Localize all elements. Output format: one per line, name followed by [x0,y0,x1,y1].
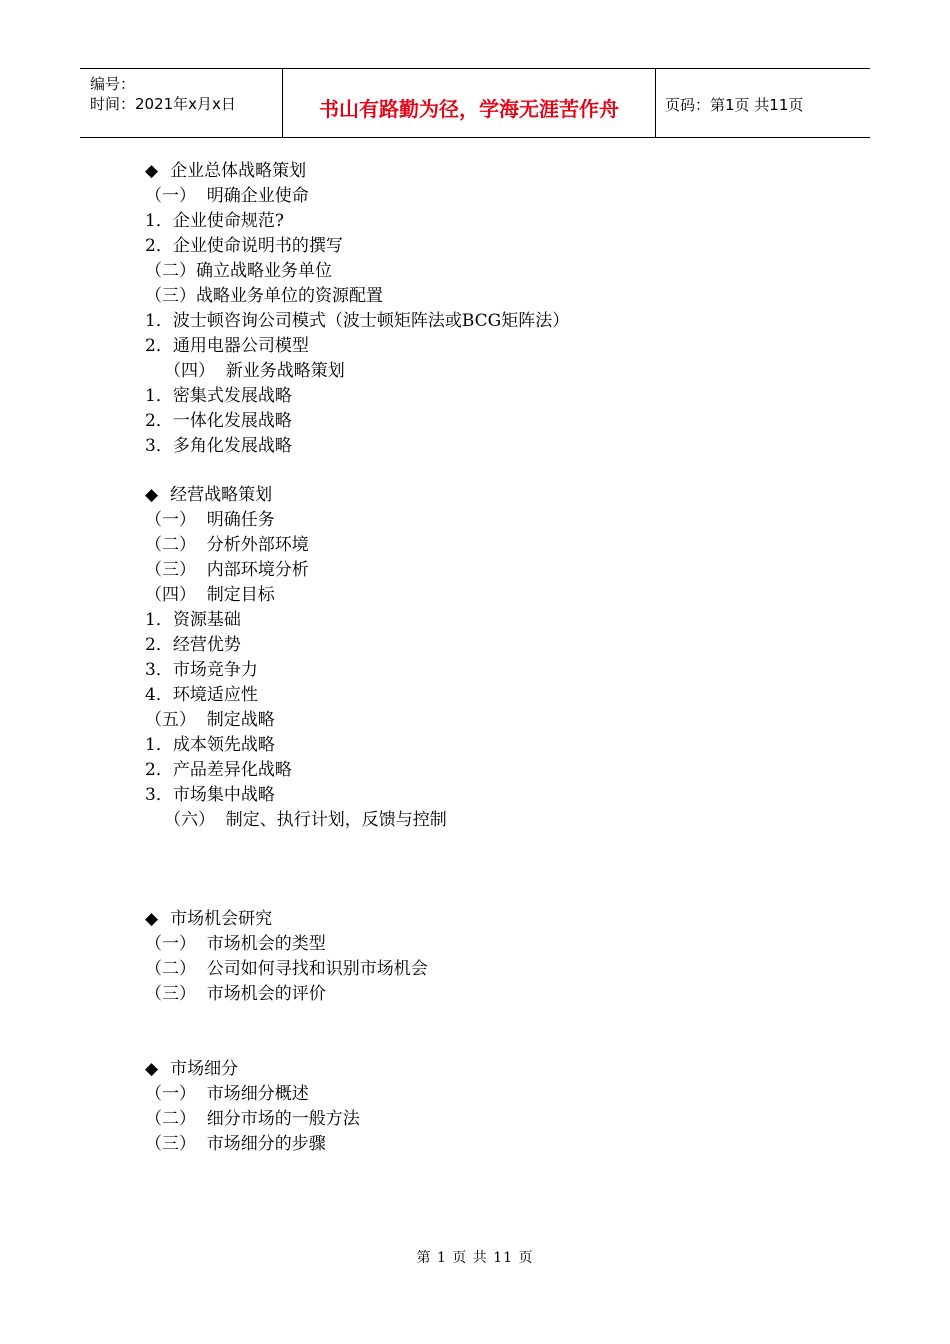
outline-item: 1．密集式发展战略 [145,386,292,406]
document-number-label: 编号： [90,75,136,93]
outline-item: （三）战略业务单位的资源配置 [145,286,383,306]
diamond-bullet-icon: ◆ [145,1059,159,1079]
section-title: 市场细分 [170,1059,239,1079]
outline-item: （六） 制定、执行计划，反馈与控制 [164,810,447,830]
outline-item: （四） 制定目标 [145,585,275,605]
outline-item: 2．产品差异化战略 [145,760,292,780]
outline-item: 1．资源基础 [145,610,241,630]
diamond-bullet-icon: ◆ [145,161,159,181]
outline-item: （二） 分析外部环境 [145,535,309,555]
outline-item: （二）确立战略业务单位 [145,261,332,281]
outline-item: 3．市场竞争力 [145,660,258,680]
outline-item: （三） 内部环境分析 [145,560,309,580]
outline-item: 2．经营优势 [145,635,241,655]
outline-item: （一） 市场机会的类型 [145,934,326,954]
outline-item: （一） 明确任务 [145,510,275,530]
outline-item: （一） 明确企业使命 [145,186,309,206]
outline-item: （二） 细分市场的一般方法 [145,1109,360,1129]
outline-item: 1．企业使命规范? [145,211,284,231]
page-footer: 第 1 页 共 11 页 [416,1250,534,1266]
diamond-bullet-icon: ◆ [145,485,159,505]
outline-item: 4．环境适应性 [145,685,258,705]
diamond-bullet-icon: ◆ [145,909,159,929]
section-title: 企业总体战略策划 [170,161,307,181]
section-heading [145,1058,238,1080]
section-title: 市场机会研究 [170,909,273,929]
section-heading [145,160,306,182]
outline-item: （五） 制定战略 [145,710,275,730]
outline-item: （一） 市场细分概述 [145,1084,309,1104]
outline-item: （二） 公司如何寻找和识别市场机会 [145,959,428,979]
outline-item: 3．市场集中战略 [145,785,275,805]
section-heading [145,908,272,930]
outline-item: 2．通用电器公司模型 [145,336,309,356]
outline-item: 2．企业使命说明书的撰写 [145,236,343,256]
section-heading [145,484,272,506]
outline-item: 3．多角化发展战略 [145,436,292,456]
outline-item: 1．成本领先战略 [145,735,275,755]
outline-item: 2．一体化发展战略 [145,411,292,431]
outline-item: （四） 新业务战略策划 [164,361,345,381]
outline-item: （三） 市场机会的评价 [145,984,326,1004]
header-page-label: 页码：第1页 共11页 [665,96,804,114]
outline-item: （三） 市场细分的步骤 [145,1134,326,1154]
document-date-label: 时间：2021年x月x日 [90,95,236,113]
outline-item: 1．波士顿咨询公司模式（波士顿矩阵法或BCG矩阵法） [145,311,570,331]
header-motto: 书山有路勤为径，学海无涯苦作舟 [319,97,619,121]
section-title: 经营战略策划 [170,485,273,505]
